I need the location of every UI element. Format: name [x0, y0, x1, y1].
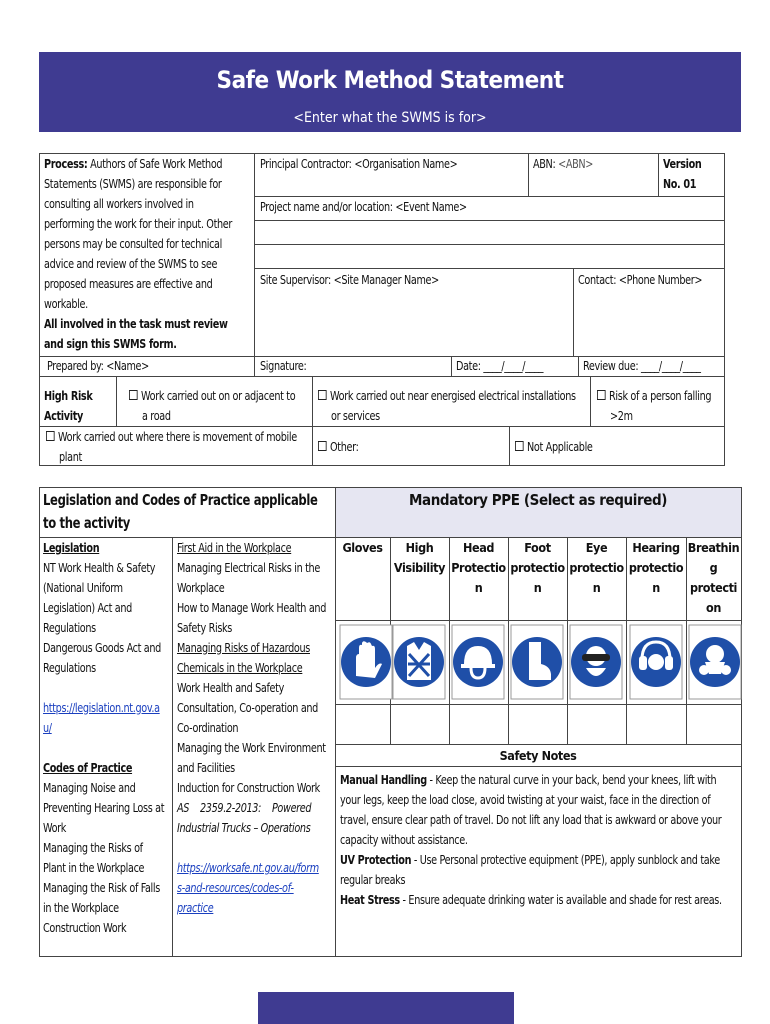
- manual-handling-note-line: capacity without assistance.: [340, 832, 468, 847]
- code-item: Safety Risks: [177, 620, 232, 635]
- legislation-heading: Legislation: [43, 540, 100, 555]
- code-item: Managing Electrical Risks in the: [177, 560, 320, 575]
- code-item: First Aid in the Workplace: [177, 540, 292, 555]
- code-item: in the Workplace: [43, 900, 119, 915]
- ppe-breathing-protection-label: Breathin g protecti on: [687, 540, 740, 615]
- legislation-link-cont[interactable]: u/: [43, 720, 52, 735]
- risk-option-electrical-cont: or services: [331, 408, 380, 423]
- code-item: Work: [43, 820, 67, 835]
- high-visibility-vest-icon: [392, 624, 446, 700]
- checkbox[interactable]: [318, 441, 327, 451]
- code-item: Work Health and Safety: [177, 680, 284, 695]
- safety-notes-title: Safety Notes: [499, 748, 577, 763]
- ppe-hearing-protection-label: Hearing protectio n: [628, 540, 684, 595]
- risk-option-falling-cont: >2m: [610, 408, 633, 423]
- code-item: Managing the Work Environment: [177, 740, 326, 755]
- gloves-icon: [339, 624, 393, 700]
- uv-protection-note: UV Protection - Use Personal protective equipment (PPE), apply sunblock and take: [340, 852, 720, 867]
- risk-option-mobile-plant-cont: plant: [59, 449, 82, 464]
- code-item: Chemicals in the Workplace: [177, 660, 303, 675]
- heat-stress-note: Heat Stress - Ensure adequate drinking water is available and shade for rest areas.: [340, 892, 722, 907]
- legislation-title-1: Legislation and Codes of Practice applicable: [43, 491, 318, 509]
- risk-option-falling[interactable]: Risk of a person falling: [597, 386, 711, 406]
- code-item: Managing the Risk of Falls: [43, 880, 160, 895]
- legislation-item: Legislation) Act and: [43, 600, 132, 615]
- goggles-icon: [569, 624, 623, 700]
- ppe-gloves-label: Gloves: [342, 540, 383, 555]
- standard-item-cont: Industrial Trucks – Operations: [177, 820, 311, 835]
- checkbox[interactable]: [318, 390, 327, 400]
- contact-field[interactable]: Contact: <Phone Number>: [578, 272, 703, 287]
- code-item: Preventing Hearing Loss at: [43, 800, 165, 815]
- principal-contractor-field[interactable]: Principal Contractor: <Organisation Name>: [260, 156, 458, 171]
- risk-option-mobile-plant[interactable]: Work carried out where there is movement of mobile: [46, 427, 297, 447]
- legislation-item: Regulations: [43, 620, 96, 635]
- ppe-eye-protection-label: Eye protectio n: [569, 540, 624, 595]
- title-banner: [39, 52, 741, 132]
- checkbox[interactable]: [597, 390, 606, 400]
- codes-of-practice-heading: Codes of Practice: [43, 760, 133, 775]
- code-item: Managing Noise and: [43, 780, 136, 795]
- ppe-head-protection-label: Head Protectio n: [451, 540, 506, 595]
- signature-field[interactable]: Signature:: [260, 358, 307, 373]
- respirator-icon: [688, 624, 742, 700]
- hard-hat-icon: [451, 624, 505, 700]
- worksafe-link-cont[interactable]: s-and-resources/codes-of-: [177, 880, 294, 895]
- checkbox[interactable]: [46, 431, 55, 441]
- review-due-field[interactable]: Review due: ____/____/____: [583, 358, 701, 373]
- footer-bar: [258, 992, 514, 1024]
- legislation-item: Regulations: [43, 660, 96, 675]
- legislation-link[interactable]: https://legislation.nt.gov.a: [43, 700, 160, 715]
- code-item: and Facilities: [177, 760, 235, 775]
- process-description: Process: Authors of Safe Work Method Statements (SWMS) are responsible for consulting all workers involved in performing the work for their input. Other persons may be consulted for technical advice and review of the SWMS to see proposed measures are effective and workable. All involved in the task must review and sign this SWMS form.: [44, 156, 233, 351]
- document-title: Safe Work Method Statement: [216, 66, 564, 94]
- manual-handling-note-line: travel, ensure clear path of travel. Do not lift any load that is awkward or above your: [340, 812, 722, 827]
- code-item: Plant in the Workplace: [43, 860, 145, 875]
- activity-label: Activity: [44, 408, 83, 423]
- risk-option-not-applicable[interactable]: Not Applicable: [515, 437, 593, 457]
- document-subtitle: <Enter what the SWMS is for>: [293, 110, 487, 126]
- code-item: Managing Risks of Hazardous: [177, 640, 310, 655]
- ppe-title: Mandatory PPE (Select as required): [408, 491, 668, 509]
- code-item: Induction for Construction Work: [177, 780, 320, 795]
- manual-handling-note: Manual Handling - Keep the natural curve in your back, bend your knees, lift with: [340, 772, 717, 787]
- version-number: No. 01: [663, 176, 697, 191]
- risk-option-road[interactable]: Work carried out on or adjacent to: [129, 386, 295, 406]
- prepared-by-field[interactable]: Prepared by: <Name>: [47, 358, 149, 373]
- code-item: Managing the Risks of: [43, 840, 143, 855]
- legislation-item: (National Uniform: [43, 580, 123, 595]
- risk-option-electrical[interactable]: Work carried out near energised electrical installations: [318, 386, 576, 406]
- worksafe-link-cont[interactable]: practice: [177, 900, 214, 915]
- worksafe-link[interactable]: https://worksafe.nt.gov.au/form: [177, 860, 319, 875]
- uv-protection-note-line: regular breaks: [340, 872, 406, 887]
- risk-option-road-cont: a road: [142, 408, 171, 423]
- code-item: Construction Work: [43, 920, 127, 935]
- manual-handling-note-line: your legs, keep the load close, avoid twisting at your waist, face in the direction of: [340, 792, 711, 807]
- code-item: Consultation, Co-operation and: [177, 700, 318, 715]
- date-field[interactable]: Date: ____/____/____: [456, 358, 544, 373]
- standard-item: AS 2359.2-2013: Powered: [177, 800, 312, 815]
- version-label: Version: [663, 156, 702, 171]
- code-item: Co-ordination: [177, 720, 239, 735]
- legislation-item: NT Work Health & Safety: [43, 560, 156, 575]
- ppe-foot-protection-label: Foot protectio n: [510, 540, 565, 595]
- risk-option-other[interactable]: Other:: [318, 437, 359, 457]
- project-field[interactable]: Project name and/or location: <Event Name>: [260, 199, 467, 214]
- abn-field[interactable]: ABN: <ABN>: [533, 156, 594, 171]
- checkbox[interactable]: [515, 441, 524, 451]
- code-item: Workplace: [177, 580, 225, 595]
- ppe-high-visibility-label: High Visibility: [393, 540, 446, 575]
- site-supervisor-field[interactable]: Site Supervisor: <Site Manager Name>: [260, 272, 439, 287]
- safety-boot-icon: [510, 624, 564, 700]
- code-item: How to Manage Work Health and: [177, 600, 326, 615]
- legislation-title-2: to the activity: [43, 514, 131, 532]
- ear-muffs-icon: [629, 624, 683, 700]
- checkbox[interactable]: [129, 390, 138, 400]
- high-risk-label: High Risk: [44, 388, 93, 403]
- legislation-item: Dangerous Goods Act and: [43, 640, 161, 655]
